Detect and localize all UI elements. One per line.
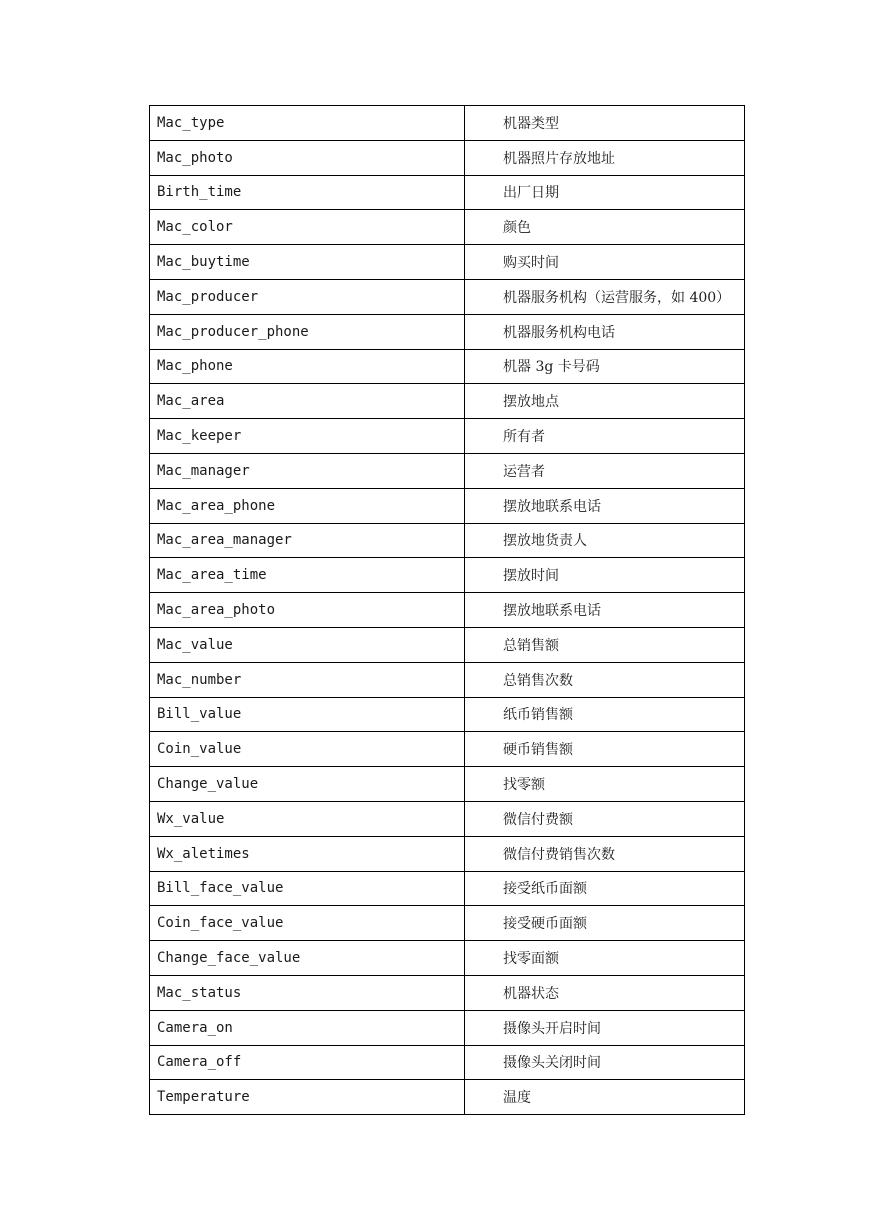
field-description-cell: 颜色 (465, 210, 745, 245)
table-row (150, 245, 745, 280)
field-name-cell: Mac_keeper (150, 419, 465, 454)
field-name-cell: Birth_time (150, 175, 465, 210)
table-row (150, 140, 745, 175)
field-name-cell: Wx_value (150, 801, 465, 836)
field-name-cell: Mac_manager (150, 453, 465, 488)
field-description-cell: 摆放地联系电话 (465, 593, 745, 628)
field-name-cell: Mac_area_photo (150, 593, 465, 628)
table-row (150, 279, 745, 314)
field-name-cell: Mac_number (150, 662, 465, 697)
field-name-cell: Coin_value (150, 732, 465, 767)
table-row (150, 1045, 745, 1080)
field-description-cell: 运营者 (465, 453, 745, 488)
table-row (150, 419, 745, 454)
table-row (150, 871, 745, 906)
field-name-cell: Mac_type (150, 106, 465, 141)
field-name-cell: Mac_value (150, 627, 465, 662)
field-name-cell: Camera_on (150, 1010, 465, 1045)
table-row (150, 523, 745, 558)
table-row (150, 662, 745, 697)
field-name-cell: Mac_phone (150, 349, 465, 384)
field-description-cell: 摄像头开启时间 (465, 1010, 745, 1045)
field-description-cell: 摆放时间 (465, 558, 745, 593)
field-description-cell: 总销售次数 (465, 662, 745, 697)
field-description-cell: 纸币销售额 (465, 697, 745, 732)
field-description-cell: 接受硬币面额 (465, 906, 745, 941)
table-row (150, 488, 745, 523)
table-row (150, 384, 745, 419)
field-description-cell: 机器状态 (465, 975, 745, 1010)
field-name-cell: Mac_buytime (150, 245, 465, 280)
table-row (150, 767, 745, 802)
field-name-cell: Mac_area_phone (150, 488, 465, 523)
field-description-cell: 接受纸币面额 (465, 871, 745, 906)
table-row (150, 453, 745, 488)
field-name-cell: Mac_area (150, 384, 465, 419)
field-name-cell: Mac_area_manager (150, 523, 465, 558)
field-description-cell: 所有者 (465, 419, 745, 454)
field-name-cell: Mac_producer (150, 279, 465, 314)
table-row (150, 175, 745, 210)
field-name-cell: Temperature (150, 1080, 465, 1115)
field-name-cell: Mac_producer_phone (150, 314, 465, 349)
table-row (150, 732, 745, 767)
table-row (150, 558, 745, 593)
field-description-cell: 微信付费额 (465, 801, 745, 836)
field-description-cell: 找零面额 (465, 941, 745, 976)
field-name-cell: Bill_face_value (150, 871, 465, 906)
field-description-cell: 机器类型 (465, 106, 745, 141)
field-description-cell: 机器 3g 卡号码 (465, 349, 745, 384)
field-description-cell: 找零额 (465, 767, 745, 802)
field-name-cell: Bill_value (150, 697, 465, 732)
field-name-cell: Mac_color (150, 210, 465, 245)
table-row (150, 314, 745, 349)
field-name-cell: Change_value (150, 767, 465, 802)
table-row (150, 210, 745, 245)
field-name-cell: Mac_status (150, 975, 465, 1010)
field-name-cell: Change_face_value (150, 941, 465, 976)
field-description-cell: 微信付费销售次数 (465, 836, 745, 871)
field-description-cell: 摄像头关闭时间 (465, 1045, 745, 1080)
table-row (150, 697, 745, 732)
table-row (150, 349, 745, 384)
field-definition-table (149, 105, 745, 1115)
field-description-cell: 出厂日期 (465, 175, 745, 210)
field-name-cell: Coin_face_value (150, 906, 465, 941)
field-description-cell: 机器照片存放地址 (465, 140, 745, 175)
field-description-cell: 购买时间 (465, 245, 745, 280)
table-row (150, 941, 745, 976)
table-row (150, 593, 745, 628)
table-body (150, 106, 745, 1115)
table-row (150, 106, 745, 141)
field-description-cell: 硬币销售额 (465, 732, 745, 767)
field-description-cell: 摆放地货责人 (465, 523, 745, 558)
table-row (150, 836, 745, 871)
field-name-cell: Mac_area_time (150, 558, 465, 593)
table-row (150, 627, 745, 662)
table-row (150, 1080, 745, 1115)
field-description-cell: 摆放地点 (465, 384, 745, 419)
table-row (150, 801, 745, 836)
field-name-cell: Mac_photo (150, 140, 465, 175)
field-name-cell: Wx_aletimes (150, 836, 465, 871)
table-row (150, 1010, 745, 1045)
field-description-cell: 温度 (465, 1080, 745, 1115)
field-description-cell: 总销售额 (465, 627, 745, 662)
field-name-cell: Camera_off (150, 1045, 465, 1080)
table-row (150, 975, 745, 1010)
field-description-cell: 摆放地联系电话 (465, 488, 745, 523)
field-description-cell: 机器服务机构电话 (465, 314, 745, 349)
table-row (150, 906, 745, 941)
field-description-cell: 机器服务机构（运营服务，如 400） (465, 279, 745, 314)
